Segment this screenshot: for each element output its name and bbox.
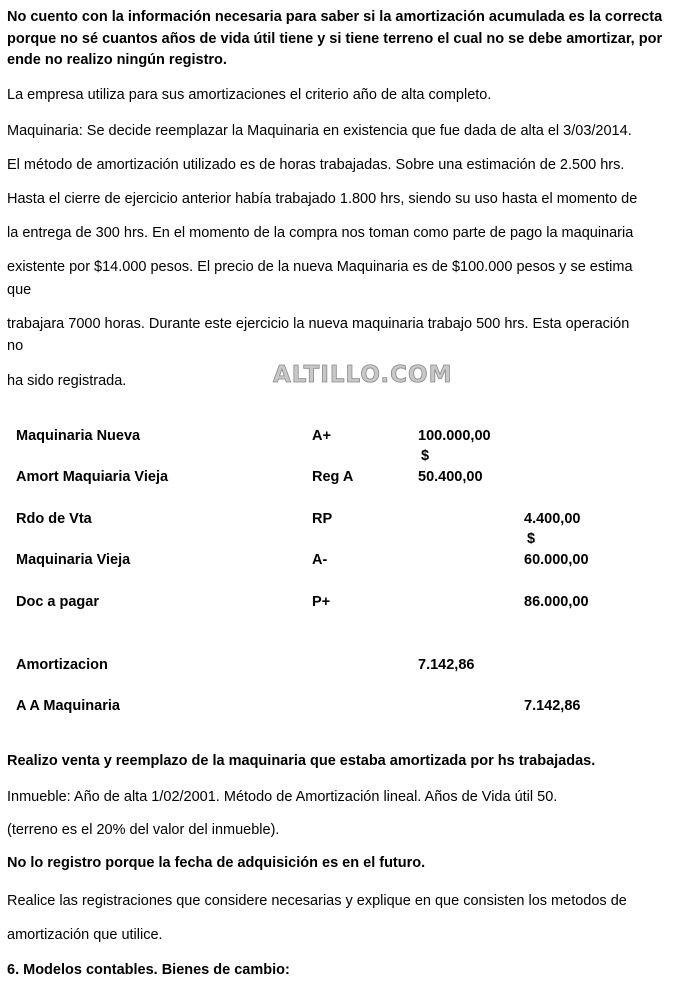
watermark-logo: ALTILLO.COM [273,362,453,388]
paragraph-bold-intro-line2: porque no sé cuantos años de vida útil tiene y si tiene terreno el cual no se debe amortizar, por [7,31,663,47]
paragraph-existente-line2: que [7,282,32,298]
paragraph-entrega: la entrega de 300 hrs. En el momento de la compra nos toman como parte de pago la maquinaria [7,225,634,241]
journal-debit-currency: $ [421,448,430,464]
journal-type: A- [312,552,328,568]
paragraph-hasta: Hasta el cierre de ejercicio anterior había trabajado 1.800 hrs, siendo su uso hasta el momento de [7,191,638,207]
paragraph-registrada: ha sido registrada. [7,373,127,389]
paragraph-bold-realizo: Realizo venta y reemplazo de la maquinaria que estaba amortizada por hs trabajadas. [7,753,596,769]
paragraph-criterio: La empresa utiliza para sus amortizaciones el criterio año de alta completo. [7,87,492,103]
paragraph-trabajara-line2: no [7,338,24,354]
paragraph-trabajara-line1: trabajara 7000 horas. Durante este ejercicio la nueva maquinaria trabajo 500 hrs. Esta operación [7,316,630,332]
journal-account: Doc a pagar [16,594,99,610]
journal-debit: 7.142,86 [418,657,475,673]
journal-debit: 100.000,00 [418,428,491,444]
heading-section-6: 6. Modelos contables. Bienes de cambio: [7,962,290,978]
journal-account: Maquinaria Nueva [16,428,141,444]
journal-credit: 86.000,00 [524,594,589,610]
journal-account: Maquinaria Vieja [16,552,131,568]
journal-debit: 50.400,00 [418,469,483,485]
paragraph-realice-line2: amortización que utilice. [7,927,163,943]
journal-credit: 4.400,00 [524,511,581,527]
journal-credit: 60.000,00 [524,552,589,568]
journal-account: Amortizacion [16,657,108,673]
journal-account: A A Maquinaria [16,698,120,714]
paragraph-bold-intro-line3: ende no realizo ningún registro. [7,52,227,68]
paragraph-maquinaria: Maquinaria: Se decide reemplazar la Maquinaria en existencia que fue dada de alta el 3/03/2014. [7,123,632,139]
journal-account: Rdo de Vta [16,511,92,527]
paragraph-bold-no-registro: No lo registro porque la fecha de adquisición es en el futuro. [7,855,426,871]
journal-credit: 7.142,86 [524,698,581,714]
journal-type: RP [312,511,333,527]
paragraph-realice-line1: Realice las registraciones que considere necesarias y explique en que consisten los metodos de [7,893,627,909]
paragraph-metodo: El método de amortización utilizado es de horas trabajadas. Sobre una estimación de 2.500 hrs. [7,157,625,173]
journal-type: A+ [312,428,331,444]
journal-account: Amort Maquiaria Vieja [16,469,169,485]
paragraph-terreno: (terreno es el 20% del valor del inmueble). [7,822,280,838]
journal-type: Reg A [312,469,354,485]
journal-type: P+ [312,594,331,610]
paragraph-inmueble: Inmueble: Año de alta 1/02/2001. Método de Amortización lineal. Años de Vida útil 50. [7,789,558,805]
journal-credit-currency: $ [527,531,536,547]
paragraph-existente-line1: existente por $14.000 pesos. El precio de la nueva Maquinaria es de $100.000 pesos y se estima [7,259,633,275]
paragraph-bold-intro-line1: No cuento con la información necesaria para saber si la amortización acumulada es la correcta [7,9,663,25]
